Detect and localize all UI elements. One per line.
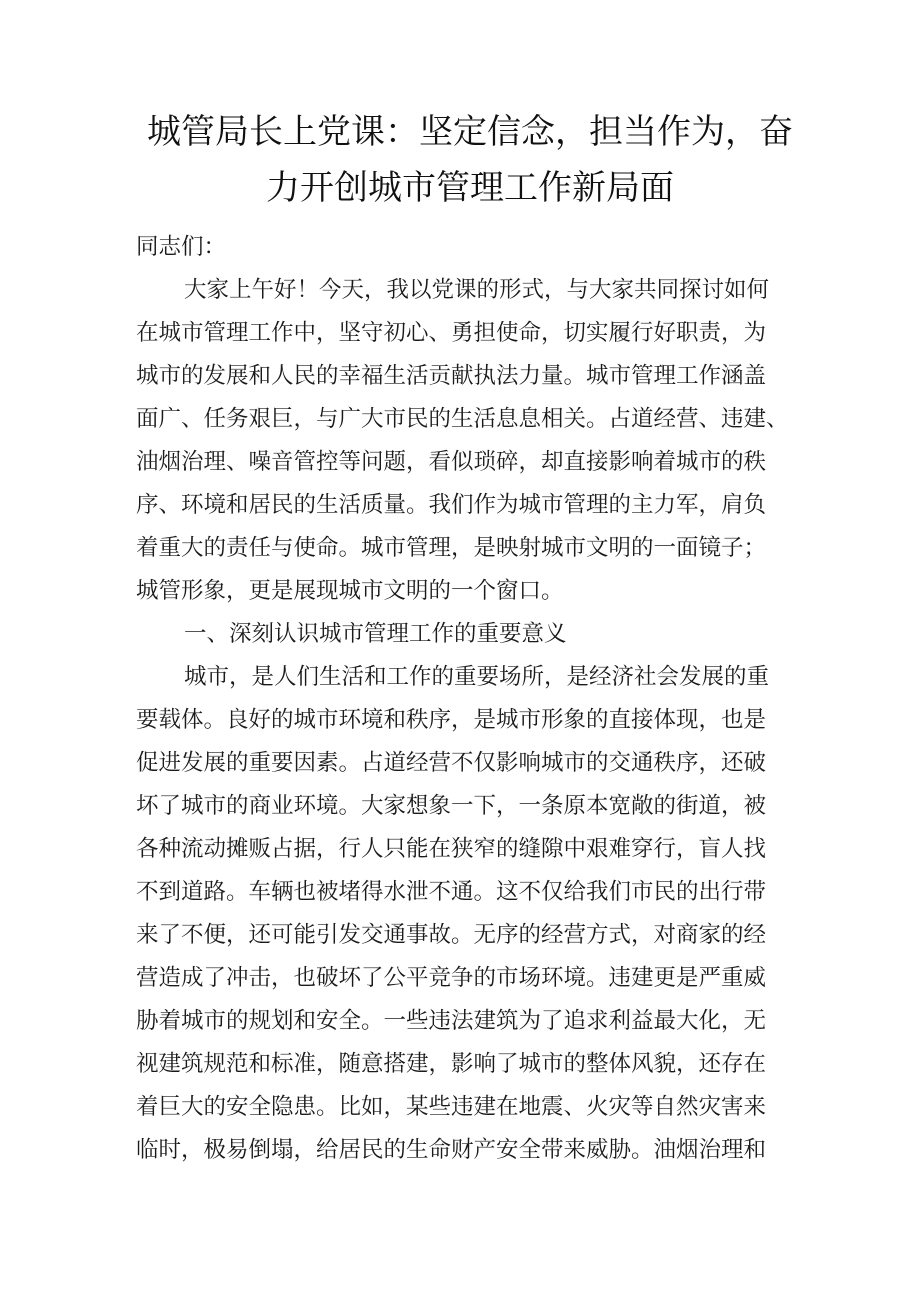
section-heading — [136, 613, 796, 656]
text-line: 城市的发展和人民的幸福生活贡献执法力量。城市管理工作涵盖 — [136, 363, 767, 389]
section-heading-text: 一、深刻认识城市管理工作的重要意义 — [184, 621, 567, 647]
text-line: 不到道路。车辆也被堵得水泄不通。这不仅给我们市民的出行带 — [136, 879, 767, 905]
paragraph-intro — [136, 269, 796, 613]
document-body — [136, 226, 796, 1172]
document-title — [120, 104, 820, 216]
text-line: 着巨大的安全隐患。比如，某些违建在地震、火灾等自然灾害来 — [136, 1094, 767, 1120]
text-line: 着重大的责任与使命。城市管理，是映射城市文明的一面镜子； — [136, 535, 767, 561]
text-line: 序、环境和居民的生活质量。我们作为城市管理的主力军，肩负 — [136, 492, 767, 518]
text-line: 来了不便，还可能引发交通事故。无序的经营方式，对商家的经 — [136, 922, 767, 948]
text-line: 油烟治理、噪音管控等问题，看似琐碎，却直接影响着城市的秩 — [136, 449, 767, 475]
text-line: 大家上午好！今天，我以党课的形式，与大家共同探讨如何 — [184, 277, 770, 303]
salutation: 同志们： — [136, 234, 227, 260]
text-line: 坏了城市的商业环境。大家想象一下，一条原本宽敞的街道，被 — [136, 793, 767, 819]
text-line: 临时，极易倒塌，给居民的生命财产安全带来威胁。油烟治理和 — [136, 1137, 767, 1163]
text-line: 各种流动摊贩占据，行人只能在狭窄的缝隙中艰难穿行，盲人找 — [136, 836, 767, 862]
text-line: 胁着城市的规划和安全。一些违法建筑为了追求利益最大化，无 — [136, 1008, 767, 1034]
text-line: 要载体。良好的城市环境和秩序，是城市形象的直接体现，也是 — [136, 707, 767, 733]
paragraph-section-1 — [136, 656, 796, 1172]
title-line: 力开创城市管理工作新局面 — [266, 168, 674, 208]
text-line: 面广、任务艰巨，与广大市民的生活息息相关。占道经营、违建、 — [136, 406, 789, 432]
text-line: 视建筑规范和标准，随意搭建，影响了城市的整体风貌，还存在 — [136, 1051, 767, 1077]
title-line: 城管局长上党课：坚定信念，担当作为，奋 — [147, 112, 793, 152]
text-line: 城市，是人们生活和工作的重要场所，是经济社会发展的重 — [184, 664, 770, 690]
text-line: 在城市管理工作中，坚守初心、勇担使命，切实履行好职责，为 — [136, 320, 767, 346]
text-line: 促进发展的重要因素。占道经营不仅影响城市的交通秩序，还破 — [136, 750, 767, 776]
text-line: 城管形象，更是展现城市文明的一个窗口。 — [136, 578, 564, 604]
text-line: 营造成了冲击，也破坏了公平竞争的市场环境。违建更是严重威 — [136, 965, 767, 991]
